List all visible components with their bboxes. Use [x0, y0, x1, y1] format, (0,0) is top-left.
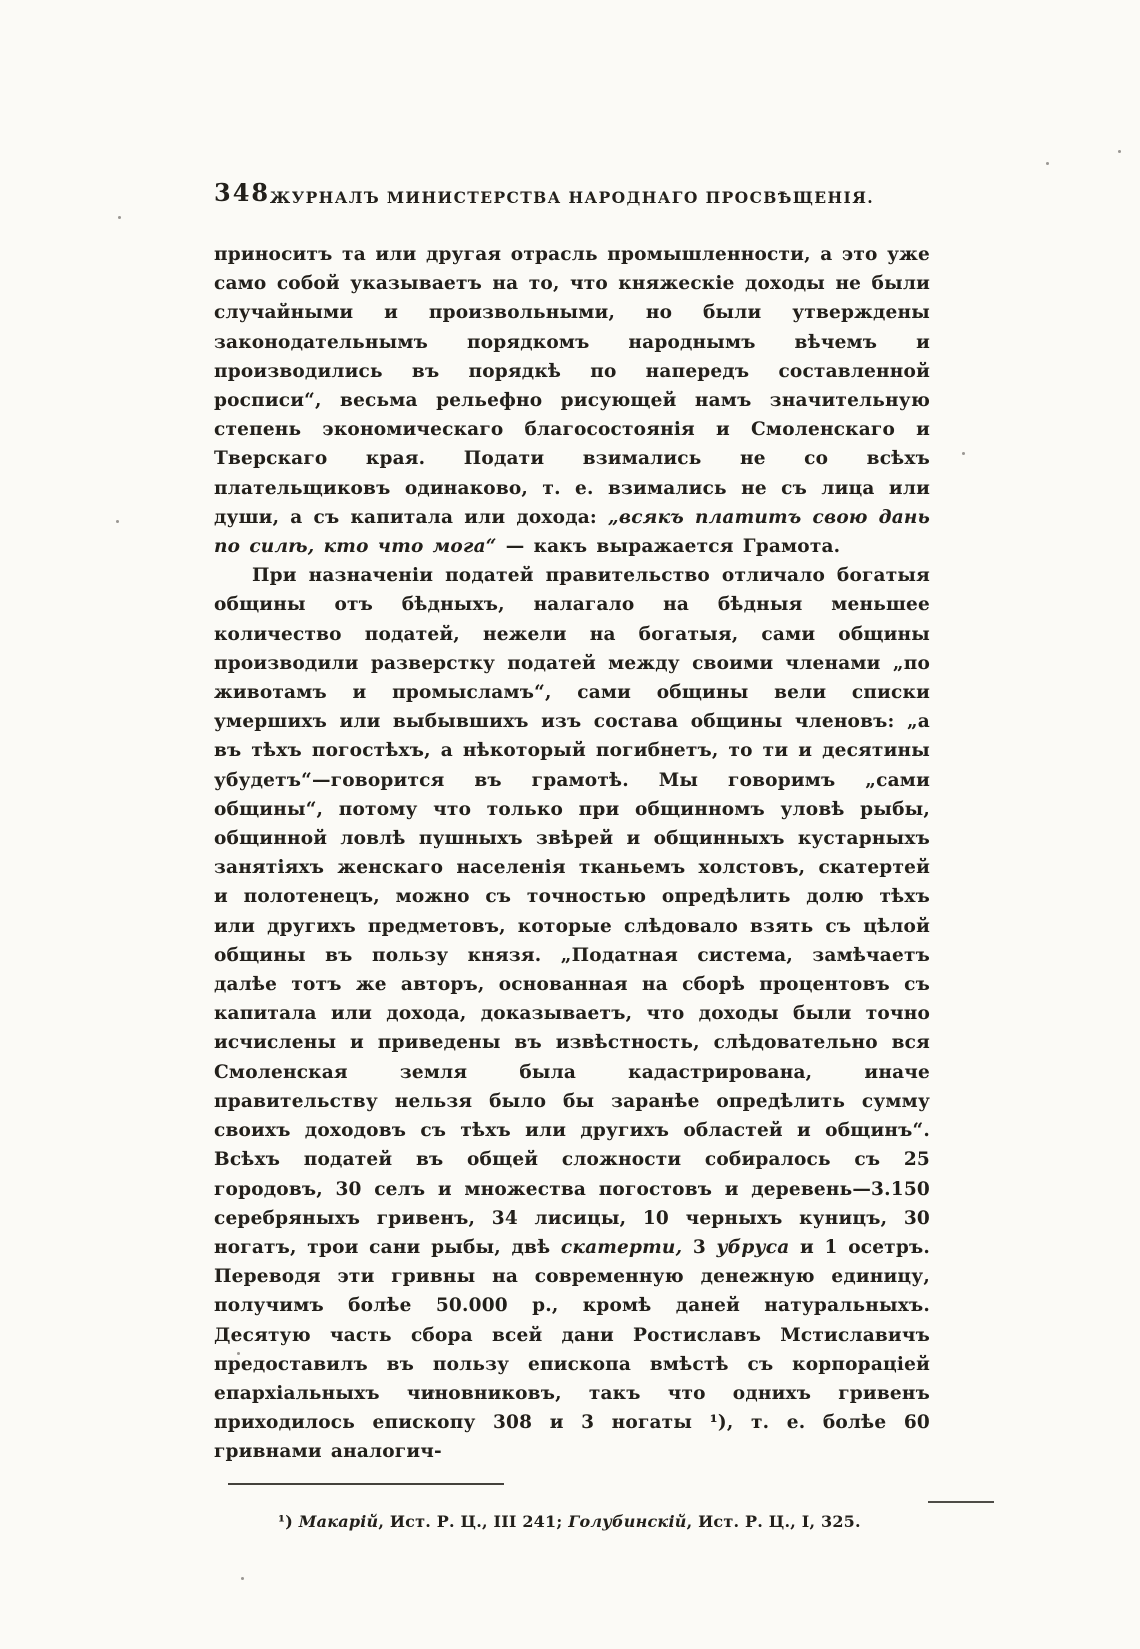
- text-run: ¹): [278, 1511, 299, 1531]
- journal-title: ЖУРНАЛЪ МИНИСТЕРСТВА НАРОДНАГО ПРОСВѢЩЕНІЯ.: [269, 188, 875, 207]
- scan-speck: [1046, 162, 1049, 165]
- stray-mark: [928, 1501, 994, 1503]
- italic-text-run: „всякъ платитъ свою дань по силѣ, кто что мога“: [214, 506, 930, 558]
- paragraph: [214, 561, 930, 1466]
- footnote: [214, 1511, 930, 1533]
- text-run: , Ист. Р. Ц., I, 325.: [686, 1511, 861, 1531]
- text-run: , Ист. Р. Ц., III 241;: [378, 1511, 569, 1531]
- page-header: [214, 178, 930, 214]
- text-run: и 1 осетръ. Переводя эти гривны на современную денежную единицу, получимъ болѣе 50.000 р., кромѣ даней натуральныхъ. Десятую часть сбора всей дани Ростиславъ Мстиславичъ предоставилъ въ пользу епископа вмѣстѣ съ корпораціей епархіальныхъ чиновниковъ, такъ что однихъ гривенъ приходилось епископу 308 и 3 ногаты ¹), т. е. болѣе 60 гривнами аналогич-: [214, 1236, 930, 1463]
- body-text: [214, 240, 930, 1467]
- text-run: При назначеніи податей правительство отличало богатыя общины отъ бѣдныхъ, налагало на бѣдныя меньшее количество податей, нежели на богатыя, сами общины производили разверстку податей между своими членами „по животамъ и промысламъ“, сами общины вели списки умершихъ или выбывшихъ изъ состава общины членовъ: „а въ тѣхъ погостѣхъ, а нѣкоторый погибнетъ, то ти и десятины убудетъ“—говорится въ грамотѣ. Мы говоримъ „сами общины“, потому что только при общинномъ уловѣ рыбы, общинной ловлѣ пушныхъ звѣрей и общинныхъ кустарныхъ занятіяхъ женскаго населенія тканьемъ холстовъ, скатертей и полотенецъ, можно съ точностью опредѣлить долю тѣхъ или другихъ предметовъ, которые слѣдовало взять съ цѣлой общины въ пользу князя. „Податная система, замѣчаетъ далѣе тотъ же авторъ, основанная на сборѣ процентовъ съ капитала или дохода, доказываетъ, что доходы были точно исчислены и приведены въ извѣстность, слѣдовательно вся Смоленская земля была кадастрирована, иначе правительству нельзя было бы заранѣе опредѣлить сумму своихъ доходовъ съ тѣхъ или другихъ областей и общинъ“. Всѣхъ податей въ общей сложности собиралось съ 25 городовъ, 30 селъ и множества погостовъ и деревень—3.150 серебряныхъ гривенъ, 34 лисицы, 10 черныхъ куницъ, 30 ногатъ, трои сани рыбы, двѣ: [214, 565, 930, 1258]
- text-run: 3: [682, 1236, 717, 1258]
- scan-speck: [237, 1352, 240, 1355]
- scan-speck: [1118, 150, 1121, 153]
- italic-text-run: убруса: [716, 1236, 790, 1258]
- scan-speck: [432, 1390, 435, 1393]
- scan-speck: [241, 1577, 244, 1580]
- italic-text-run: Голубинскій: [568, 1511, 687, 1531]
- italic-text-run: Макарій: [298, 1511, 379, 1531]
- page-number: 348: [214, 178, 271, 207]
- scan-speck: [962, 452, 965, 455]
- text-run: — какъ выражается Грамота.: [496, 536, 841, 558]
- scan-speck: [116, 520, 119, 523]
- footnote-separator: [228, 1483, 504, 1485]
- paragraph: [214, 240, 930, 561]
- italic-text-run: скатерти,: [560, 1236, 683, 1258]
- text-run: приноситъ та или другая отрасль промышленности, а это уже само собой указываетъ на то, что княжескіе доходы не были случайными и произвольными, но были утверждены законодательнымъ порядкомъ народнымъ вѣчемъ и производились въ порядкѣ по напередъ составленной росписи“, весьма рельефно рисующей намъ значительную степень экономическаго благосостоянія и Смоленскаго и Тверскаго края. Подати взимались не со всѣхъ плательщиковъ одинаково, т. е. взимались не съ лица или души, а съ капитала или дохода:: [214, 244, 930, 528]
- scan-speck: [118, 216, 121, 219]
